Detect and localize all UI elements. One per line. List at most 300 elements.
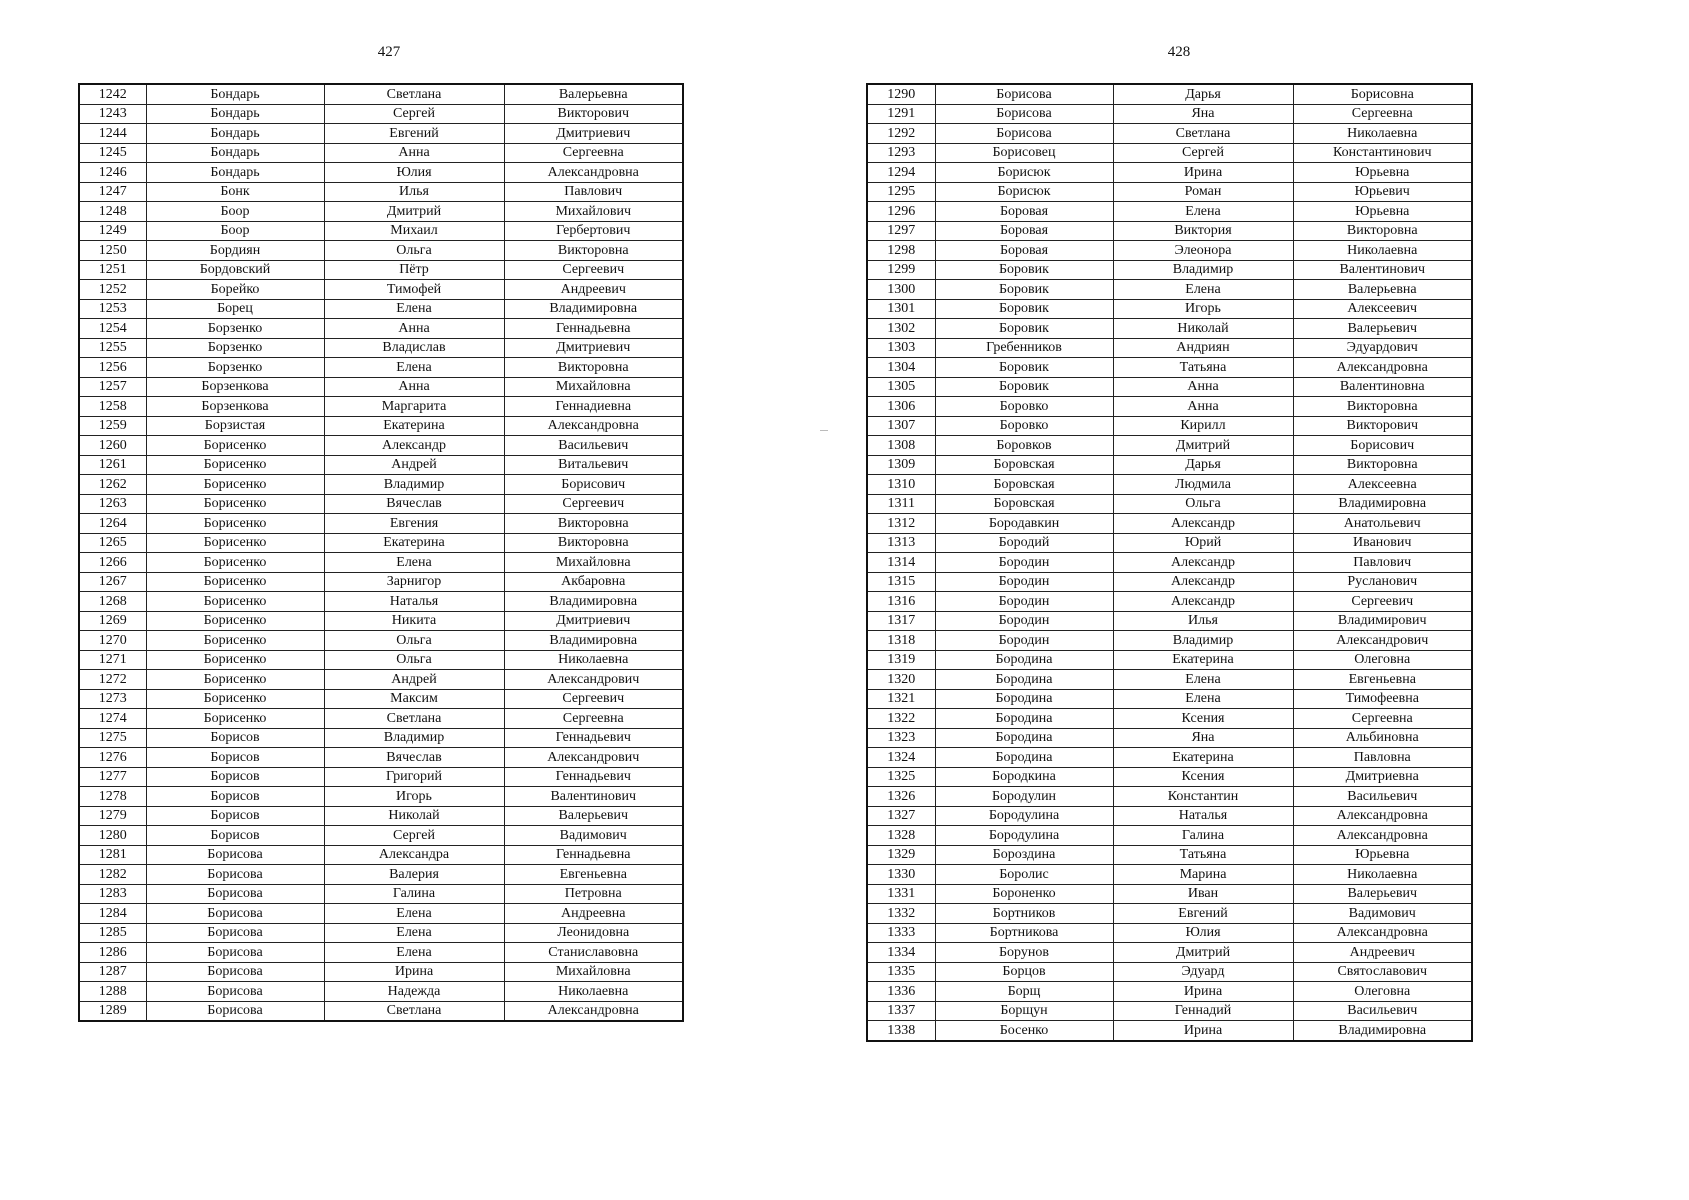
- first-name-cell: Ольга: [324, 631, 504, 651]
- last-name-cell: Борцов: [935, 962, 1113, 982]
- row-number-cell: 1293: [867, 143, 935, 163]
- first-name-cell: Михаил: [324, 221, 504, 241]
- last-name-cell: Бородина: [935, 670, 1113, 690]
- first-name-cell: Александр: [1113, 514, 1293, 534]
- patronymic-cell: Олеговна: [1293, 650, 1472, 670]
- patronymic-cell: Валерьевич: [1293, 319, 1472, 339]
- first-name-cell: Анна: [1113, 397, 1293, 417]
- table-row: [79, 182, 683, 202]
- table-row: [867, 689, 1472, 709]
- row-number-cell: 1258: [79, 397, 146, 417]
- patronymic-cell: Сергеевич: [1293, 592, 1472, 612]
- row-number-cell: 1269: [79, 611, 146, 631]
- patronymic-cell: Викторовна: [1293, 455, 1472, 475]
- patronymic-cell: Юрьевна: [1293, 845, 1472, 865]
- row-number-cell: 1266: [79, 553, 146, 573]
- last-name-cell: Борисюк: [935, 163, 1113, 183]
- patronymic-cell: Иванович: [1293, 533, 1472, 553]
- first-name-cell: Дарья: [1113, 84, 1293, 104]
- first-name-cell: Геннадий: [1113, 1001, 1293, 1021]
- row-number-cell: 1314: [867, 553, 935, 573]
- first-name-cell: Юлия: [324, 163, 504, 183]
- last-name-cell: Бородин: [935, 611, 1113, 631]
- table-row: [79, 319, 683, 339]
- patronymic-cell: Александрович: [1293, 631, 1472, 651]
- last-name-cell: Бородий: [935, 533, 1113, 553]
- last-name-cell: Бордиян: [146, 241, 324, 261]
- row-number-cell: 1263: [79, 494, 146, 514]
- table-row: [867, 553, 1472, 573]
- patronymic-cell: Борисович: [504, 475, 683, 495]
- first-name-cell: Игорь: [324, 787, 504, 807]
- last-name-cell: Борзенкова: [146, 377, 324, 397]
- row-number-cell: 1290: [867, 84, 935, 104]
- table-row: [79, 338, 683, 358]
- first-name-cell: Андриян: [1113, 338, 1293, 358]
- patronymic-cell: Сергеевна: [504, 143, 683, 163]
- patronymic-cell: Дмитриевич: [504, 124, 683, 144]
- table-row: [79, 260, 683, 280]
- first-name-cell: Екатерина: [1113, 650, 1293, 670]
- patronymic-cell: Андреевич: [504, 280, 683, 300]
- patronymic-cell: Юрьевна: [1293, 163, 1472, 183]
- table-row: [867, 982, 1472, 1002]
- table-row: [867, 1001, 1472, 1021]
- row-number-cell: 1338: [867, 1021, 935, 1041]
- patronymic-cell: Валентиновна: [1293, 377, 1472, 397]
- patronymic-cell: Владимировна: [1293, 494, 1472, 514]
- last-name-cell: Борейко: [146, 280, 324, 300]
- row-number-cell: 1286: [79, 943, 146, 963]
- patronymic-cell: Геннадьевна: [504, 319, 683, 339]
- row-number-cell: 1271: [79, 650, 146, 670]
- first-name-cell: Елена: [324, 299, 504, 319]
- last-name-cell: Борисов: [146, 826, 324, 846]
- last-name-cell: Борисенко: [146, 455, 324, 475]
- first-name-cell: Вячеслав: [324, 494, 504, 514]
- last-name-cell: Бондарь: [146, 124, 324, 144]
- table-row: [867, 494, 1472, 514]
- patronymic-cell: Валерьевна: [504, 84, 683, 104]
- patronymic-cell: Александровна: [1293, 826, 1472, 846]
- first-name-cell: Ольга: [324, 650, 504, 670]
- last-name-cell: Борисенко: [146, 533, 324, 553]
- last-name-cell: Борисенко: [146, 631, 324, 651]
- table-row: [867, 143, 1472, 163]
- first-name-cell: Анна: [324, 377, 504, 397]
- row-number-cell: 1250: [79, 241, 146, 261]
- last-name-cell: Бороненко: [935, 884, 1113, 904]
- table-row: [867, 455, 1472, 475]
- last-name-cell: Боровик: [935, 358, 1113, 378]
- first-name-cell: Светлана: [1113, 124, 1293, 144]
- first-name-cell: Игорь: [1113, 299, 1293, 319]
- first-name-cell: Дмитрий: [1113, 436, 1293, 456]
- last-name-cell: Боровская: [935, 475, 1113, 495]
- patronymic-cell: Васильевич: [1293, 1001, 1472, 1021]
- row-number-cell: 1261: [79, 455, 146, 475]
- patronymic-cell: Николаевна: [1293, 865, 1472, 885]
- patronymic-cell: Сергеевич: [504, 494, 683, 514]
- table-row: [867, 280, 1472, 300]
- last-name-cell: Боровко: [935, 397, 1113, 417]
- last-name-cell: Боровик: [935, 260, 1113, 280]
- last-name-cell: Боровая: [935, 241, 1113, 261]
- patronymic-cell: Александровна: [1293, 923, 1472, 943]
- last-name-cell: Борисенко: [146, 553, 324, 573]
- first-name-cell: Дмитрий: [1113, 943, 1293, 963]
- row-number-cell: 1296: [867, 202, 935, 222]
- table-row: [79, 163, 683, 183]
- row-number-cell: 1318: [867, 631, 935, 651]
- patronymic-cell: Дмитриевна: [1293, 767, 1472, 787]
- last-name-cell: Боровская: [935, 455, 1113, 475]
- last-name-cell: Борисова: [935, 124, 1113, 144]
- patronymic-cell: Александрович: [504, 670, 683, 690]
- table-row: [79, 592, 683, 612]
- row-number-cell: 1248: [79, 202, 146, 222]
- table-row: [867, 319, 1472, 339]
- table-row: [867, 358, 1472, 378]
- first-name-cell: Галина: [324, 884, 504, 904]
- first-name-cell: Елена: [324, 923, 504, 943]
- row-number-cell: 1265: [79, 533, 146, 553]
- row-number-cell: 1321: [867, 689, 935, 709]
- row-number-cell: 1326: [867, 787, 935, 807]
- last-name-cell: Бондарь: [146, 104, 324, 124]
- last-name-cell: Борщ: [935, 982, 1113, 1002]
- first-name-cell: Екатерина: [324, 416, 504, 436]
- row-number-cell: 1306: [867, 397, 935, 417]
- table-row: [867, 104, 1472, 124]
- first-name-cell: Анна: [1113, 377, 1293, 397]
- table-row: [79, 553, 683, 573]
- table-row: [79, 670, 683, 690]
- table-row: [79, 533, 683, 553]
- last-name-cell: Борзенко: [146, 319, 324, 339]
- table-row: [79, 650, 683, 670]
- last-name-cell: Борисенко: [146, 494, 324, 514]
- first-name-cell: Ксения: [1113, 709, 1293, 729]
- last-name-cell: Борисенко: [146, 670, 324, 690]
- row-number-cell: 1331: [867, 884, 935, 904]
- last-name-cell: Боровик: [935, 319, 1113, 339]
- first-name-cell: Сергей: [324, 104, 504, 124]
- patronymic-cell: Павлович: [1293, 553, 1472, 573]
- last-name-cell: Бородкина: [935, 767, 1113, 787]
- row-number-cell: 1300: [867, 280, 935, 300]
- row-number-cell: 1276: [79, 748, 146, 768]
- table-row: [867, 611, 1472, 631]
- row-number-cell: 1322: [867, 709, 935, 729]
- table-row: [79, 397, 683, 417]
- patronymic-cell: Владимирович: [1293, 611, 1472, 631]
- first-name-cell: Евгения: [324, 514, 504, 534]
- row-number-cell: 1257: [79, 377, 146, 397]
- last-name-cell: Борисовец: [935, 143, 1113, 163]
- row-number-cell: 1284: [79, 904, 146, 924]
- last-name-cell: Борисова: [146, 845, 324, 865]
- row-number-cell: 1277: [79, 767, 146, 787]
- first-name-cell: Андрей: [324, 670, 504, 690]
- first-name-cell: Владислав: [324, 338, 504, 358]
- row-number-cell: 1267: [79, 572, 146, 592]
- row-number-cell: 1311: [867, 494, 935, 514]
- row-number-cell: 1315: [867, 572, 935, 592]
- row-number-cell: 1272: [79, 670, 146, 690]
- table-row: [867, 845, 1472, 865]
- last-name-cell: Бондарь: [146, 84, 324, 104]
- first-name-cell: Сергей: [1113, 143, 1293, 163]
- last-name-cell: Борисенко: [146, 514, 324, 534]
- first-name-cell: Ольга: [1113, 494, 1293, 514]
- table-row: [867, 884, 1472, 904]
- patronymic-cell: Акбаровна: [504, 572, 683, 592]
- first-name-cell: Светлана: [324, 709, 504, 729]
- last-name-cell: Бородулина: [935, 806, 1113, 826]
- first-name-cell: Илья: [324, 182, 504, 202]
- table-row: [867, 124, 1472, 144]
- patronymic-cell: Евгеньевна: [1293, 670, 1472, 690]
- first-name-cell: Екатерина: [1113, 748, 1293, 768]
- last-name-cell: Борисов: [146, 787, 324, 807]
- table-row: [867, 436, 1472, 456]
- last-name-cell: Борисенко: [146, 436, 324, 456]
- last-name-cell: Борисова: [146, 865, 324, 885]
- row-number-cell: 1298: [867, 241, 935, 261]
- first-name-cell: Никита: [324, 611, 504, 631]
- patronymic-cell: Михайловна: [504, 377, 683, 397]
- row-number-cell: 1251: [79, 260, 146, 280]
- row-number-cell: 1280: [79, 826, 146, 846]
- patronymic-cell: Валерьевич: [504, 806, 683, 826]
- row-number-cell: 1299: [867, 260, 935, 280]
- row-number-cell: 1337: [867, 1001, 935, 1021]
- patronymic-cell: Сергеевна: [1293, 104, 1472, 124]
- row-number-cell: 1310: [867, 475, 935, 495]
- last-name-cell: Борисюк: [935, 182, 1113, 202]
- first-name-cell: Александр: [324, 436, 504, 456]
- table-row: [79, 904, 683, 924]
- first-name-cell: Ольга: [324, 241, 504, 261]
- table-row: [79, 806, 683, 826]
- patronymic-cell: Александрович: [504, 748, 683, 768]
- row-number-cell: 1274: [79, 709, 146, 729]
- patronymic-cell: Евгеньевна: [504, 865, 683, 885]
- row-number-cell: 1305: [867, 377, 935, 397]
- first-name-cell: Екатерина: [324, 533, 504, 553]
- patronymic-cell: Валентинович: [504, 787, 683, 807]
- first-name-cell: Кирилл: [1113, 416, 1293, 436]
- last-name-cell: Борзенко: [146, 358, 324, 378]
- table-row: [79, 358, 683, 378]
- patronymic-cell: Дмитриевич: [504, 338, 683, 358]
- last-name-cell: Борисова: [146, 884, 324, 904]
- patronymic-cell: Николаевна: [1293, 124, 1472, 144]
- patronymic-cell: Алексеевич: [1293, 299, 1472, 319]
- patronymic-cell: Станиславовна: [504, 943, 683, 963]
- row-number-cell: 1264: [79, 514, 146, 534]
- patronymic-cell: Эдуардович: [1293, 338, 1472, 358]
- table-row: [79, 1001, 683, 1021]
- first-name-cell: Вячеслав: [324, 748, 504, 768]
- table-row: [867, 826, 1472, 846]
- patronymic-cell: Александровна: [504, 163, 683, 183]
- last-name-cell: Борисенко: [146, 475, 324, 495]
- last-name-cell: Борисенко: [146, 572, 324, 592]
- row-number-cell: 1332: [867, 904, 935, 924]
- table-row: [79, 962, 683, 982]
- last-name-cell: Борисова: [146, 962, 324, 982]
- first-name-cell: Роман: [1113, 182, 1293, 202]
- row-number-cell: 1279: [79, 806, 146, 826]
- table-row: [79, 455, 683, 475]
- table-row: [867, 709, 1472, 729]
- last-name-cell: Бородина: [935, 748, 1113, 768]
- row-number-cell: 1325: [867, 767, 935, 787]
- last-name-cell: Бородина: [935, 650, 1113, 670]
- row-number-cell: 1247: [79, 182, 146, 202]
- patronymic-cell: Михайлович: [504, 202, 683, 222]
- patronymic-cell: Сергеевна: [504, 709, 683, 729]
- fold-mark: [820, 430, 828, 431]
- row-number-cell: 1313: [867, 533, 935, 553]
- first-name-cell: Ирина: [1113, 163, 1293, 183]
- first-name-cell: Максим: [324, 689, 504, 709]
- row-number-cell: 1297: [867, 221, 935, 241]
- last-name-cell: Бордовский: [146, 260, 324, 280]
- last-name-cell: Бородулин: [935, 787, 1113, 807]
- last-name-cell: Боролис: [935, 865, 1113, 885]
- first-name-cell: Пётр: [324, 260, 504, 280]
- first-name-cell: Ирина: [324, 962, 504, 982]
- last-name-cell: Борисова: [935, 84, 1113, 104]
- row-number-cell: 1336: [867, 982, 935, 1002]
- patronymic-cell: Алексеевна: [1293, 475, 1472, 495]
- row-number-cell: 1335: [867, 962, 935, 982]
- row-number-cell: 1255: [79, 338, 146, 358]
- table-row: [867, 904, 1472, 924]
- table-row: [867, 748, 1472, 768]
- table-row: [867, 806, 1472, 826]
- table-row: [79, 143, 683, 163]
- first-name-cell: Ксения: [1113, 767, 1293, 787]
- row-number-cell: 1242: [79, 84, 146, 104]
- table-row: [79, 416, 683, 436]
- patronymic-cell: Вадимович: [1293, 904, 1472, 924]
- patronymic-cell: Николаевна: [504, 982, 683, 1002]
- table-row: [867, 299, 1472, 319]
- last-name-cell: Бородавкин: [935, 514, 1113, 534]
- first-name-cell: Виктория: [1113, 221, 1293, 241]
- patronymic-cell: Николаевна: [1293, 241, 1472, 261]
- patronymic-cell: Олеговна: [1293, 982, 1472, 1002]
- last-name-cell: Бородина: [935, 709, 1113, 729]
- last-name-cell: Бородина: [935, 689, 1113, 709]
- last-name-cell: Бородулина: [935, 826, 1113, 846]
- last-name-cell: Бортникова: [935, 923, 1113, 943]
- table-row: [867, 260, 1472, 280]
- first-name-cell: Андрей: [324, 455, 504, 475]
- first-name-cell: Елена: [324, 943, 504, 963]
- last-name-cell: Боровая: [935, 202, 1113, 222]
- row-number-cell: 1270: [79, 631, 146, 651]
- first-name-cell: Светлана: [324, 1001, 504, 1021]
- patronymic-cell: Альбиновна: [1293, 728, 1472, 748]
- row-number-cell: 1275: [79, 728, 146, 748]
- first-name-cell: Наталья: [1113, 806, 1293, 826]
- table-row: [79, 475, 683, 495]
- row-number-cell: 1260: [79, 436, 146, 456]
- first-name-cell: Николай: [324, 806, 504, 826]
- last-name-cell: Борисова: [146, 923, 324, 943]
- patronymic-cell: Сергеевич: [504, 689, 683, 709]
- first-name-cell: Галина: [1113, 826, 1293, 846]
- table-row: [79, 943, 683, 963]
- first-name-cell: Иван: [1113, 884, 1293, 904]
- row-number-cell: 1312: [867, 514, 935, 534]
- last-name-cell: Боровик: [935, 299, 1113, 319]
- first-name-cell: Эдуард: [1113, 962, 1293, 982]
- patronymic-cell: Александровна: [1293, 358, 1472, 378]
- last-name-cell: Борисенко: [146, 709, 324, 729]
- patronymic-cell: Геннадьевна: [504, 845, 683, 865]
- table-row: [867, 84, 1472, 104]
- row-number-cell: 1327: [867, 806, 935, 826]
- row-number-cell: 1301: [867, 299, 935, 319]
- patronymic-cell: Святославович: [1293, 962, 1472, 982]
- first-name-cell: Елена: [324, 553, 504, 573]
- first-name-cell: Владимир: [1113, 631, 1293, 651]
- last-name-cell: Борисов: [146, 806, 324, 826]
- table-row: [867, 943, 1472, 963]
- first-name-cell: Татьяна: [1113, 358, 1293, 378]
- table-row: [867, 514, 1472, 534]
- table-row: [79, 845, 683, 865]
- last-name-cell: Борунов: [935, 943, 1113, 963]
- last-name-cell: Борисов: [146, 767, 324, 787]
- table-row: [867, 377, 1472, 397]
- last-name-cell: Бортников: [935, 904, 1113, 924]
- first-name-cell: Елена: [1113, 280, 1293, 300]
- first-name-cell: Александр: [1113, 553, 1293, 573]
- row-number-cell: 1317: [867, 611, 935, 631]
- row-number-cell: 1245: [79, 143, 146, 163]
- row-number-cell: 1316: [867, 592, 935, 612]
- patronymic-cell: Викторовна: [1293, 221, 1472, 241]
- last-name-cell: Борщун: [935, 1001, 1113, 1021]
- table-row: [867, 1021, 1472, 1041]
- last-name-cell: Боор: [146, 221, 324, 241]
- last-name-cell: Борисенко: [146, 611, 324, 631]
- first-name-cell: Сергей: [324, 826, 504, 846]
- first-name-cell: Евгений: [1113, 904, 1293, 924]
- first-name-cell: Елена: [1113, 202, 1293, 222]
- patronymic-cell: Викторовна: [504, 514, 683, 534]
- row-number-cell: 1262: [79, 475, 146, 495]
- row-number-cell: 1254: [79, 319, 146, 339]
- patronymic-cell: Валерьевна: [1293, 280, 1472, 300]
- last-name-cell: Борисова: [146, 904, 324, 924]
- first-name-cell: Владимир: [324, 475, 504, 495]
- table-row: [79, 787, 683, 807]
- first-name-cell: Ирина: [1113, 1021, 1293, 1041]
- first-name-cell: Наталья: [324, 592, 504, 612]
- table-row: [79, 377, 683, 397]
- patronymic-cell: Геннадиевна: [504, 397, 683, 417]
- first-name-cell: Евгений: [324, 124, 504, 144]
- table-row: [867, 163, 1472, 183]
